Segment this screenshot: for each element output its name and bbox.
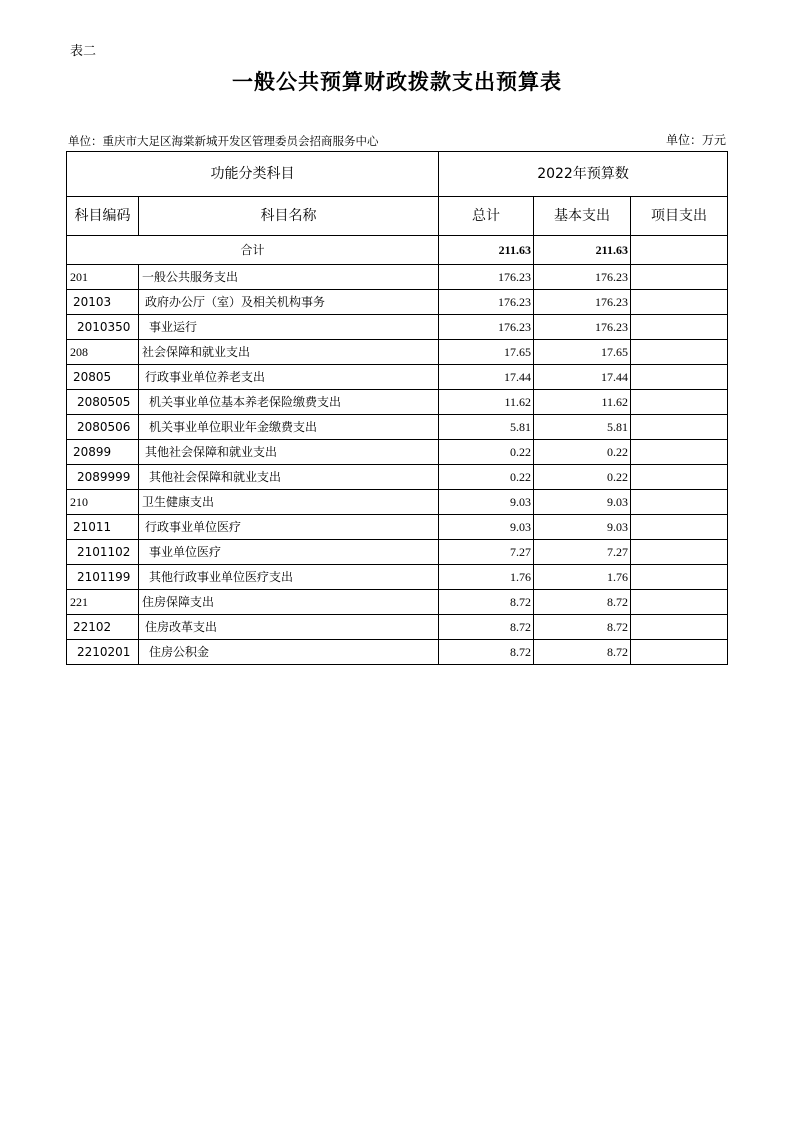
table-row	[67, 565, 728, 590]
row-basic: 9.03	[534, 490, 631, 515]
row-project	[631, 440, 728, 465]
row-basic: 5.81	[534, 415, 631, 440]
row-basic: 0.22	[534, 440, 631, 465]
row-code: 2101199	[67, 565, 139, 590]
row-total: 0.22	[439, 440, 534, 465]
row-project	[631, 540, 728, 565]
column-header-code: 科目编码	[67, 197, 139, 236]
row-name: 政府办公厅（室）及相关机构事务	[139, 290, 439, 315]
table-row	[67, 490, 728, 515]
row-name: 机关事业单位基本养老保险缴费支出	[139, 390, 439, 415]
row-basic: 176.23	[534, 265, 631, 290]
table-row	[67, 615, 728, 640]
header-row-group	[67, 152, 728, 197]
row-total: 5.81	[439, 415, 534, 440]
row-project	[631, 515, 728, 540]
row-basic: 8.72	[534, 590, 631, 615]
row-name: 行政事业单位养老支出	[139, 365, 439, 390]
unit-organization: 单位：重庆市大足区海棠新城开发区管理委员会招商服务中心	[68, 134, 379, 148]
row-code: 208	[67, 340, 139, 365]
row-name: 其他社会保障和就业支出	[139, 440, 439, 465]
row-name: 事业单位医疗	[139, 540, 439, 565]
row-code: 201	[67, 265, 139, 290]
row-code: 20899	[67, 440, 139, 465]
table-row	[67, 365, 728, 390]
row-code: 22102	[67, 615, 139, 640]
row-project	[631, 365, 728, 390]
row-total: 17.65	[439, 340, 534, 365]
row-total: 176.23	[439, 315, 534, 340]
row-project	[631, 265, 728, 290]
row-name: 住房公积金	[139, 640, 439, 665]
row-code: 2089999	[67, 465, 139, 490]
row-name: 其他社会保障和就业支出	[139, 465, 439, 490]
row-code: 2010350	[67, 315, 139, 340]
row-project	[631, 315, 728, 340]
header-budget-year: 2022年预算数	[439, 152, 728, 197]
row-code: 2080506	[67, 415, 139, 440]
row-name: 其他行政事业单位医疗支出	[139, 565, 439, 590]
row-code: 21011	[67, 515, 139, 540]
total-basic: 211.63	[534, 236, 631, 265]
row-code: 221	[67, 590, 139, 615]
row-project	[631, 290, 728, 315]
unit-currency: 单位：万元	[665, 133, 726, 147]
row-name: 机关事业单位职业年金缴费支出	[139, 415, 439, 440]
row-basic: 17.65	[534, 340, 631, 365]
row-basic: 17.44	[534, 365, 631, 390]
total-row	[67, 236, 728, 265]
row-name: 住房保障支出	[139, 590, 439, 615]
page-title: 一般公共预算财政拨款支出预算表	[232, 69, 562, 94]
row-project	[631, 590, 728, 615]
row-basic: 176.23	[534, 290, 631, 315]
row-total: 17.44	[439, 365, 534, 390]
table-row	[67, 540, 728, 565]
table-row	[67, 640, 728, 665]
row-project	[631, 390, 728, 415]
row-basic: 8.72	[534, 615, 631, 640]
row-total: 7.27	[439, 540, 534, 565]
row-total: 9.03	[439, 490, 534, 515]
row-project	[631, 640, 728, 665]
row-code: 2210201	[67, 640, 139, 665]
row-basic: 7.27	[534, 540, 631, 565]
table-row	[67, 315, 728, 340]
row-name: 事业运行	[139, 315, 439, 340]
row-basic: 1.76	[534, 565, 631, 590]
row-total: 176.23	[439, 265, 534, 290]
row-code: 20103	[67, 290, 139, 315]
row-basic: 9.03	[534, 515, 631, 540]
row-name: 卫生健康支出	[139, 490, 439, 515]
row-total: 8.72	[439, 640, 534, 665]
row-project	[631, 490, 728, 515]
header-row-columns	[67, 197, 728, 236]
row-code: 2080505	[67, 390, 139, 415]
row-total: 9.03	[439, 515, 534, 540]
table-row	[67, 265, 728, 290]
row-name: 住房改革支出	[139, 615, 439, 640]
budget-table	[66, 151, 728, 665]
column-header-project: 项目支出	[631, 197, 728, 236]
row-basic: 11.62	[534, 390, 631, 415]
row-name: 行政事业单位医疗	[139, 515, 439, 540]
row-basic: 8.72	[534, 640, 631, 665]
row-project	[631, 415, 728, 440]
row-basic: 0.22	[534, 465, 631, 490]
header-function-classification: 功能分类科目	[67, 152, 439, 197]
total-sum: 211.63	[439, 236, 534, 265]
total-label: 合计	[67, 236, 439, 265]
table-row	[67, 515, 728, 540]
table-row	[67, 590, 728, 615]
row-code: 20805	[67, 365, 139, 390]
row-total: 1.76	[439, 565, 534, 590]
row-code: 210	[67, 490, 139, 515]
row-project	[631, 465, 728, 490]
table-number-label: 表二	[70, 44, 97, 59]
table-row	[67, 465, 728, 490]
row-name: 一般公共服务支出	[139, 265, 439, 290]
row-total: 0.22	[439, 465, 534, 490]
column-header-name: 科目名称	[139, 197, 439, 236]
row-total: 176.23	[439, 290, 534, 315]
row-code: 2101102	[67, 540, 139, 565]
row-total: 11.62	[439, 390, 534, 415]
row-project	[631, 340, 728, 365]
total-project	[631, 236, 728, 265]
row-name: 社会保障和就业支出	[139, 340, 439, 365]
table-row	[67, 415, 728, 440]
table-row	[67, 340, 728, 365]
row-project	[631, 615, 728, 640]
table-row	[67, 290, 728, 315]
table-row	[67, 440, 728, 465]
row-total: 8.72	[439, 615, 534, 640]
row-project	[631, 565, 728, 590]
row-basic: 176.23	[534, 315, 631, 340]
row-total: 8.72	[439, 590, 534, 615]
table-row	[67, 390, 728, 415]
column-header-total: 总计	[439, 197, 534, 236]
column-header-basic: 基本支出	[534, 197, 631, 236]
